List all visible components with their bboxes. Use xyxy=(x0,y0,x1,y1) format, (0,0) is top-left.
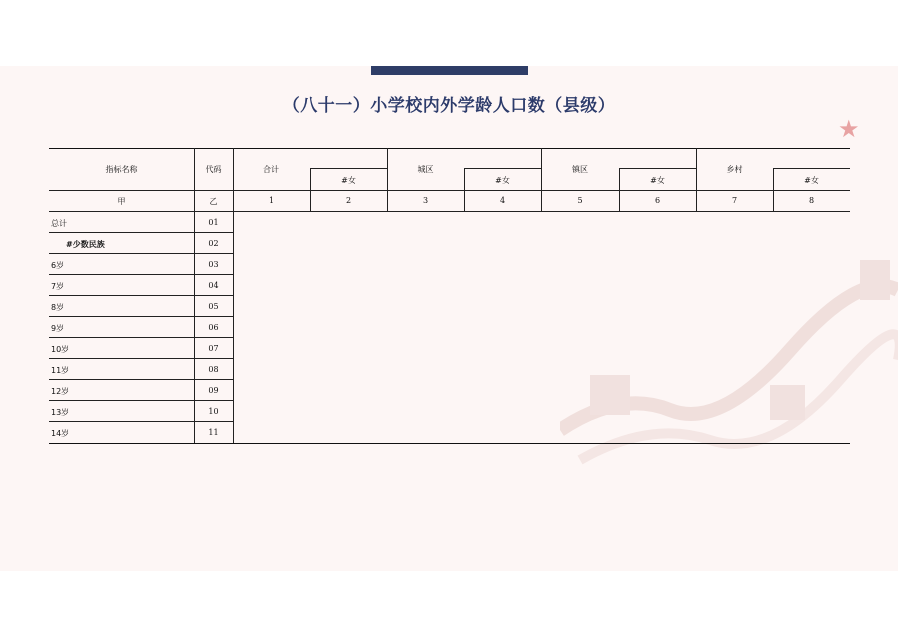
row-code: 05 xyxy=(208,302,219,311)
row-label: 总计 xyxy=(51,219,67,228)
row-code: 02 xyxy=(208,239,219,248)
header-urban-female: #女 xyxy=(495,176,510,185)
header-total-female: #女 xyxy=(341,176,356,185)
row-divider xyxy=(49,358,233,359)
table-top-border xyxy=(49,148,850,149)
star-icon: ★ xyxy=(838,115,860,143)
header-total: 合计 xyxy=(263,165,279,174)
header-town: 镇区 xyxy=(572,165,588,174)
header-jia: 甲 xyxy=(117,197,126,206)
row-code: 08 xyxy=(208,365,219,374)
row-divider xyxy=(49,274,233,275)
row-label: 14岁 xyxy=(51,429,70,438)
row-label: 11岁 xyxy=(51,366,70,375)
row-code: 11 xyxy=(208,428,219,437)
row-divider xyxy=(49,421,233,422)
hline-rural xyxy=(773,168,850,169)
column-number: 8 xyxy=(808,196,815,205)
column-number: 2 xyxy=(345,196,352,205)
column-number: 1 xyxy=(268,196,275,205)
vline-code-right xyxy=(233,148,234,443)
header-town-female: #女 xyxy=(650,176,665,185)
vline-female xyxy=(464,168,465,211)
row-code: 03 xyxy=(208,260,219,269)
header-code: 代码 xyxy=(205,165,222,174)
vline-group xyxy=(541,148,542,211)
row-label: 12岁 xyxy=(51,387,70,396)
vline-group xyxy=(696,148,697,211)
row-label: 6岁 xyxy=(51,261,65,270)
header-rural: 乡村 xyxy=(726,165,743,174)
row-code: 04 xyxy=(208,281,219,290)
vline-female xyxy=(310,168,311,211)
table-bottom-border xyxy=(49,443,850,444)
row-code: 01 xyxy=(208,218,219,227)
header-urban: 城区 xyxy=(417,165,434,174)
row-divider xyxy=(49,400,233,401)
row-divider xyxy=(49,232,233,233)
row-label: 8岁 xyxy=(51,303,65,312)
column-number: 6 xyxy=(654,196,661,205)
vline-female xyxy=(619,168,620,211)
column-number: 7 xyxy=(731,196,738,205)
row-label: 10岁 xyxy=(51,345,70,354)
row-code: 09 xyxy=(208,386,219,395)
vline-group xyxy=(387,148,388,211)
vline-female xyxy=(773,168,774,211)
row-divider xyxy=(49,295,233,296)
row-divider xyxy=(49,253,233,254)
jia-row-divider xyxy=(49,211,850,212)
title-decor-bar xyxy=(371,66,528,75)
hline-town xyxy=(619,168,696,169)
header-yi: 乙 xyxy=(209,197,218,206)
row-code: 07 xyxy=(208,344,219,353)
column-number: 3 xyxy=(422,196,429,205)
header-rural-female: #女 xyxy=(804,176,819,185)
row-label: #少数民族 xyxy=(66,240,105,249)
row-divider xyxy=(49,379,233,380)
row-divider xyxy=(49,337,233,338)
row-label: 7岁 xyxy=(51,282,65,291)
great-wall-watermark-icon xyxy=(560,200,898,500)
header-divider xyxy=(49,190,850,191)
row-code: 06 xyxy=(208,323,219,332)
column-number: 4 xyxy=(499,196,506,205)
row-label: 13岁 xyxy=(51,408,70,417)
hline-urban xyxy=(464,168,541,169)
row-code: 10 xyxy=(208,407,219,416)
column-number: 5 xyxy=(577,196,583,205)
row-label: 9岁 xyxy=(51,324,65,333)
vline-code-left xyxy=(194,148,195,443)
page-title: （八十一）小学校内外学龄人口数（县级） xyxy=(282,96,616,116)
row-divider xyxy=(49,316,233,317)
hline-total xyxy=(310,168,387,169)
header-indicator: 指标名称 xyxy=(105,165,138,174)
